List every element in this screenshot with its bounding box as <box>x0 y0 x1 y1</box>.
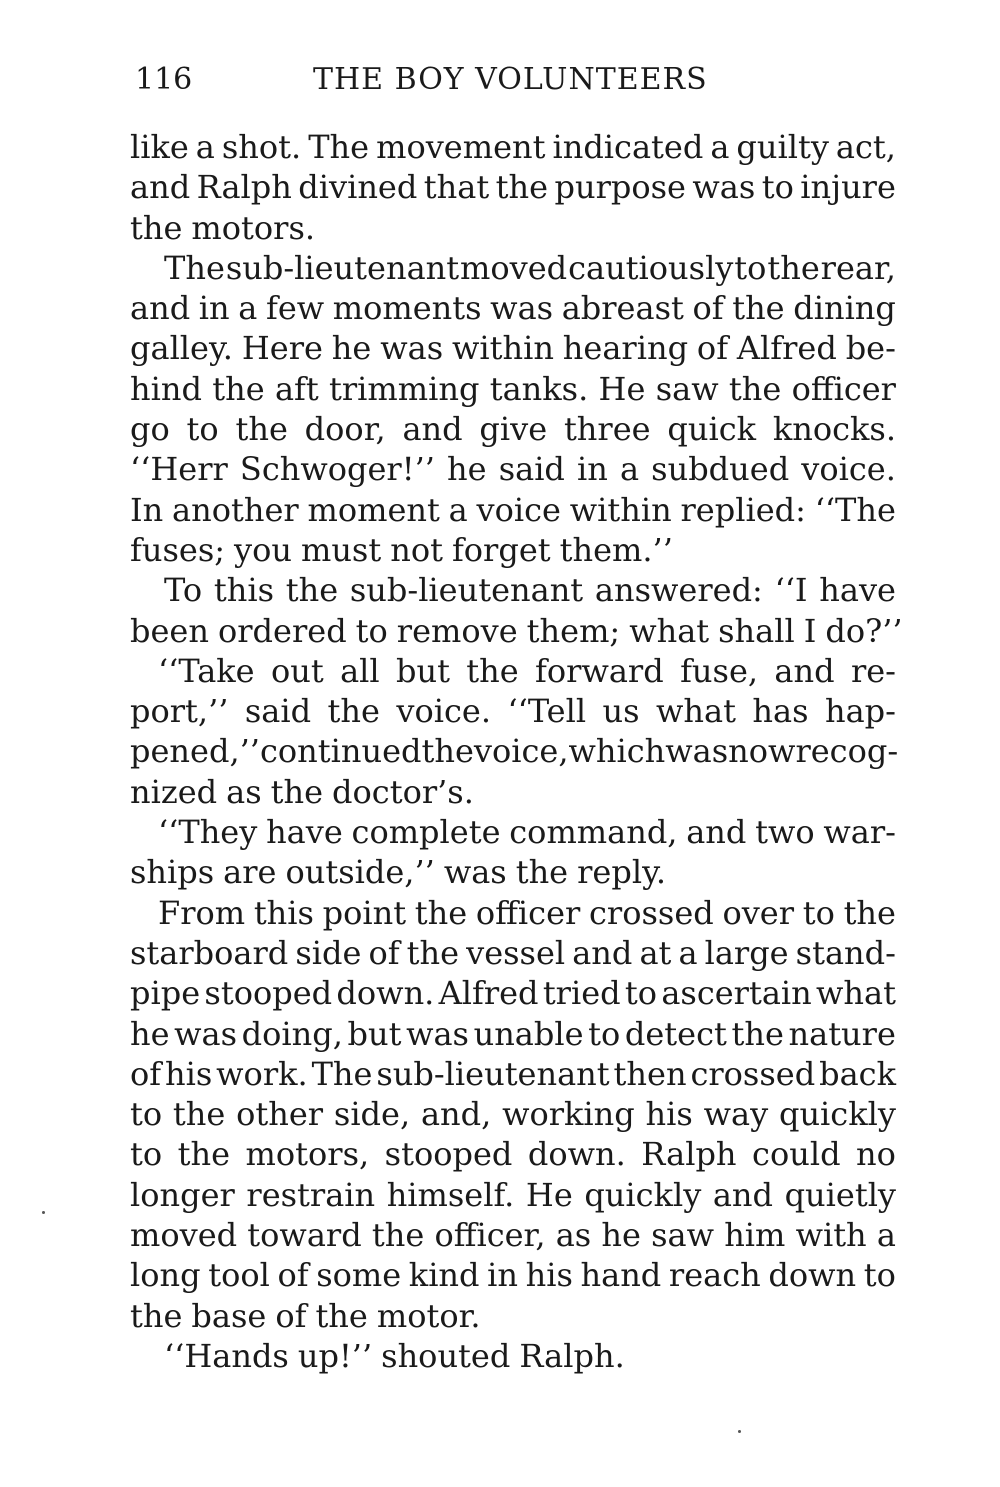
text-line: to the other side, and, working his way quickly <box>130 1095 896 1134</box>
body-text <box>130 127 903 1376</box>
text-line: go to the door, and give three quick knocks. <box>130 410 896 449</box>
text-line: ‘‘They have complete command, and two war- <box>158 813 896 852</box>
text-line: like a shot. The movement indicated a guilty act, <box>130 128 896 166</box>
text-line: starboard side of the vessel and at a large stand- <box>130 933 896 972</box>
text-line: pened,’’ continued the voice, which was now recog- <box>130 732 899 771</box>
text-line: From this point the officer crossed over to the <box>158 893 896 932</box>
text-line: ‘‘Take out all but the forward fuse, and re- <box>158 651 896 690</box>
text-line: to the motors, stooped down. Ralph could no <box>130 1135 896 1174</box>
text-line: he was doing, but was unable to detect the nature <box>130 1014 896 1053</box>
text-line: of his work. The sub-lieutenant then crossed back <box>130 1054 896 1093</box>
page-number: 116 <box>135 62 193 97</box>
text-line: ships are outside,’’ was the reply. <box>130 853 667 892</box>
text-line: long tool of some kind in his hand reach down to <box>130 1256 896 1295</box>
text-line: galley. Here he was within hearing of Alfred be- <box>130 329 896 368</box>
text-line: port,’’ said the voice. ‘‘Tell us what has hap- <box>130 692 896 731</box>
text-line: ‘‘Hands up!’’ shouted Ralph. <box>164 1336 625 1375</box>
text-line: nized as the doctor’s. <box>130 772 474 811</box>
text-line: and in a few moments was abreast of the dining <box>130 289 896 328</box>
text-line: pipe stooped down. Alfred tried to ascertain what <box>130 974 896 1013</box>
speck-mark <box>738 1430 741 1433</box>
book-title: THE BOY VOLUNTEERS <box>313 62 708 97</box>
text-line: the motors. <box>130 208 316 247</box>
paragraph <box>130 1336 896 1376</box>
paragraph <box>130 893 896 1336</box>
text-line: and Ralph divined that the purpose was to injure <box>130 168 896 207</box>
text-line: longer restrain himself. He quickly and quietly <box>130 1175 896 1214</box>
text-line: ‘‘Herr Schwoger!’’ he said in a subdued voice. <box>130 450 896 489</box>
speck-mark <box>42 1211 45 1214</box>
paragraph <box>130 570 903 651</box>
text-line: To this the sub-lieutenant answered: ‘‘I have <box>164 571 896 610</box>
text-line: fuses; you must not forget them.’’ <box>130 530 673 569</box>
text-line: the base of the motor. <box>130 1296 481 1335</box>
text-line: In another moment a voice within replied: ‘‘The <box>130 490 896 529</box>
paragraph <box>130 127 896 248</box>
running-head <box>135 60 895 100</box>
text-line: hind the aft trimming tanks. He saw the officer <box>130 369 896 408</box>
text-line: been ordered to remove them; what shall I do?’’ <box>130 611 903 650</box>
paragraph <box>130 248 896 570</box>
paragraph <box>130 812 896 893</box>
paragraph <box>130 651 899 812</box>
text-line: moved toward the officer, as he saw him with a <box>130 1216 896 1255</box>
text-line: The sub-lieutenant moved cautiously to the rear, <box>164 248 896 287</box>
